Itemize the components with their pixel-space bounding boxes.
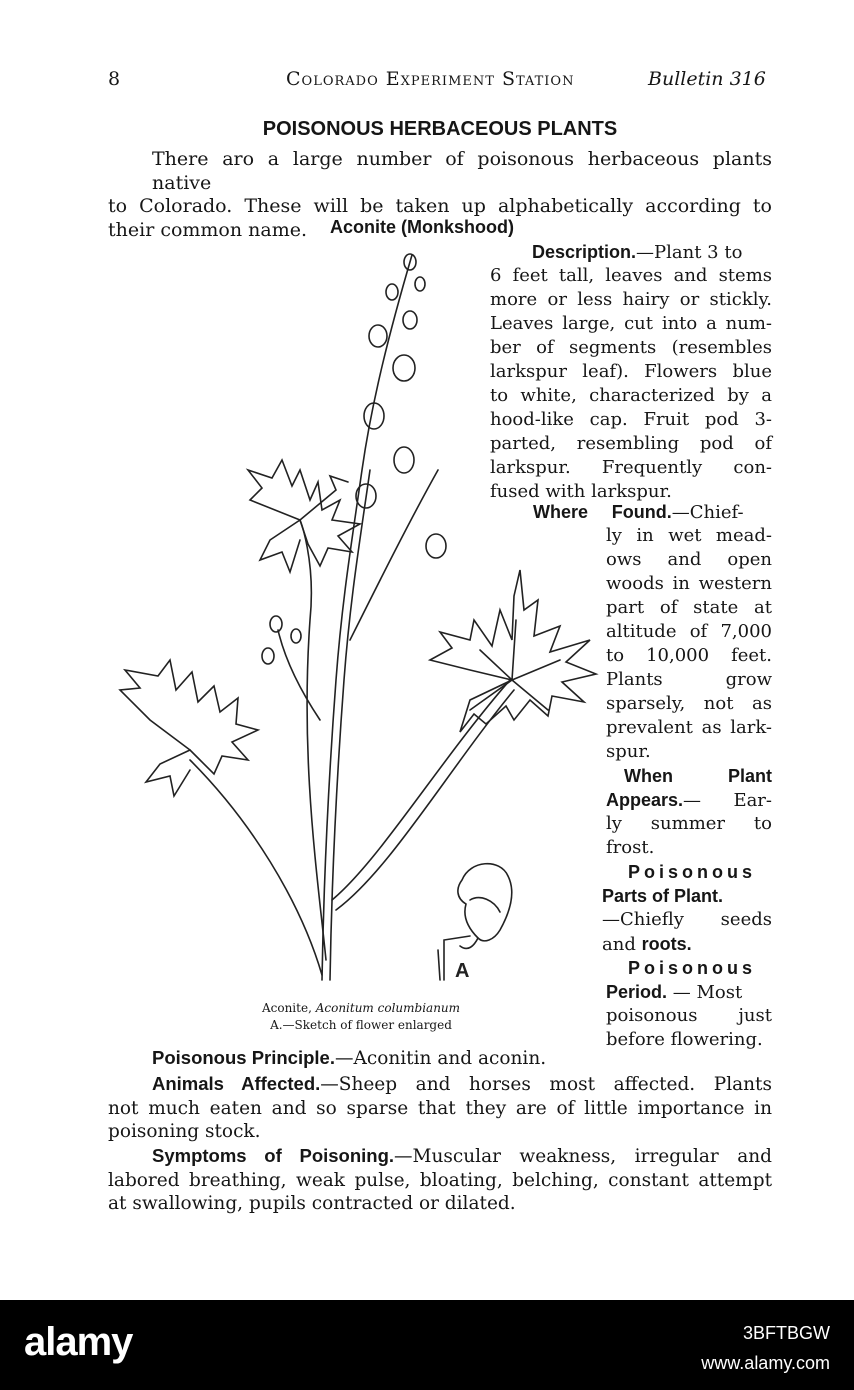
- description-line: larkspur. Frequently con-: [490, 457, 772, 478]
- where-found-line: sparsely, not as: [606, 693, 772, 714]
- watermark-bar: [0, 1300, 854, 1390]
- intro-line: There aro a large number of poisonous herbaceous plants native: [152, 148, 772, 194]
- where-found-line: ly in wet mead-: [606, 525, 772, 546]
- when-appears-label-b: Appears.: [606, 790, 684, 810]
- plant-leaf: [120, 660, 258, 796]
- poisonous-period-line: — Most: [667, 982, 743, 1003]
- symptoms-label: Symptoms of Poisoning.: [152, 1145, 395, 1166]
- animals-line: not much eaten and so sparse that they are of little importance in: [108, 1097, 772, 1119]
- symptoms-line: labored breathing, weak pulse, bloating, belching, constant attempt: [108, 1169, 772, 1191]
- animals-line: —Sheep and horses most affected. Plants: [320, 1074, 772, 1095]
- where-found-line: spur.: [606, 741, 651, 762]
- description-line: Leaves large, cut into a num-: [490, 313, 772, 334]
- watermark-info: [701, 1318, 830, 1378]
- description-line: hood-like cap. Fruit pod 3-: [490, 409, 772, 430]
- plant-branch: [190, 760, 322, 975]
- when-appears-line: ly summer to: [606, 813, 772, 834]
- description-line: parted, resembling pod of: [490, 433, 772, 454]
- description-label: Description.: [532, 242, 637, 262]
- principle-label: Poisonous Principle.: [152, 1047, 335, 1068]
- symptoms-line: at swallowing, pupils contracted or dilated.: [108, 1193, 516, 1214]
- description-line: more or less hairy or stickly.: [490, 289, 772, 310]
- plant-stem: [330, 470, 370, 980]
- symptoms-paragraph: [108, 1144, 772, 1216]
- animals-line: poisoning stock.: [108, 1121, 261, 1142]
- poisonous-period-label-a: Poisonous: [628, 958, 757, 978]
- flower-sketch: [438, 864, 512, 980]
- where-found-label-b: Found.: [611, 502, 672, 522]
- where-found-line: woods in western: [606, 573, 772, 594]
- figure-caption: [236, 1000, 486, 1034]
- poisonous-parts-label-a: Poisonous: [628, 862, 757, 882]
- bulletin-number: Bulletin 316: [648, 68, 766, 90]
- poisonous-parts-line: roots.: [641, 934, 692, 954]
- where-found-line: ows and open: [606, 549, 772, 570]
- where-found-line: prevalent as lark-: [606, 717, 772, 738]
- caption-species: Aconitum columbianum: [315, 1001, 461, 1015]
- plant-branch: [300, 520, 326, 960]
- description-line: to white, characterized by a: [490, 385, 772, 406]
- plant-branch: [332, 680, 510, 900]
- running-header: Colorado Experiment Station: [286, 68, 575, 90]
- plant-leaf: [430, 570, 596, 732]
- plant-branch: [278, 630, 320, 720]
- description-line: larkspur leaf). Flowers blue: [490, 361, 772, 382]
- when-appears-line: frost.: [606, 837, 655, 858]
- poisonous-period-line: before flowering.: [606, 1029, 763, 1050]
- animals-paragraph: [108, 1072, 772, 1144]
- description-line: fused with larkspur.: [490, 481, 672, 502]
- where-found-line: altitude of 7,000: [606, 621, 772, 642]
- when-appears-label-a: When Plant: [624, 766, 772, 786]
- description-line: ber of segments (resembles: [490, 337, 772, 358]
- symptoms-line: —Muscular weakness, irregular and: [394, 1146, 772, 1167]
- plant-branch: [350, 470, 438, 640]
- site-url: www.alamy.com: [701, 1353, 830, 1373]
- plant-leaf: [248, 460, 360, 572]
- where-found-line: —Chief-: [671, 502, 744, 523]
- principle-text: —Aconitin and aconin.: [334, 1048, 547, 1069]
- intro-line: their common name.: [108, 218, 308, 241]
- figure-letter: A: [455, 960, 470, 982]
- section-subtitle: Aconite (Monkshood): [330, 217, 514, 237]
- where-found-line: Plants grow: [606, 669, 772, 690]
- caption-line: A.—Sketch of flower enlarged: [270, 1018, 452, 1032]
- page-title: POISONOUS HERBACEOUS PLANTS: [262, 118, 618, 140]
- caption-text: Aconite,: [261, 1001, 316, 1015]
- animals-label: Animals Affected.: [152, 1073, 321, 1094]
- alamy-logo: alamy: [24, 1320, 133, 1364]
- description-line: —Plant 3 to: [636, 242, 743, 263]
- intro-line: to Colorado. These will be taken up alphabetically according to: [108, 195, 772, 217]
- description-line: 6 feet tall, leaves and stems: [490, 265, 772, 286]
- image-id: 3BFTBGW: [742, 1323, 830, 1343]
- plant-stem: [322, 255, 412, 980]
- where-found-line: part of state at: [606, 597, 772, 618]
- when-appears-line: — Ear-: [683, 790, 772, 811]
- poisonous-parts-label-b: Parts of Plant.: [602, 886, 724, 906]
- where-found-label-a: Where: [533, 502, 589, 522]
- poisonous-parts-line: —Chiefly seeds: [602, 909, 772, 930]
- where-found-line: to 10,000 feet.: [606, 645, 772, 666]
- poisonous-parts-line: and: [602, 934, 642, 955]
- page-number: 8: [108, 68, 121, 90]
- poisonous-period-label-b: Period.: [606, 982, 668, 1002]
- principle-paragraph: [108, 1046, 772, 1071]
- poisonous-period-line: poisonous just: [606, 1005, 772, 1026]
- flower-buds: [262, 254, 446, 664]
